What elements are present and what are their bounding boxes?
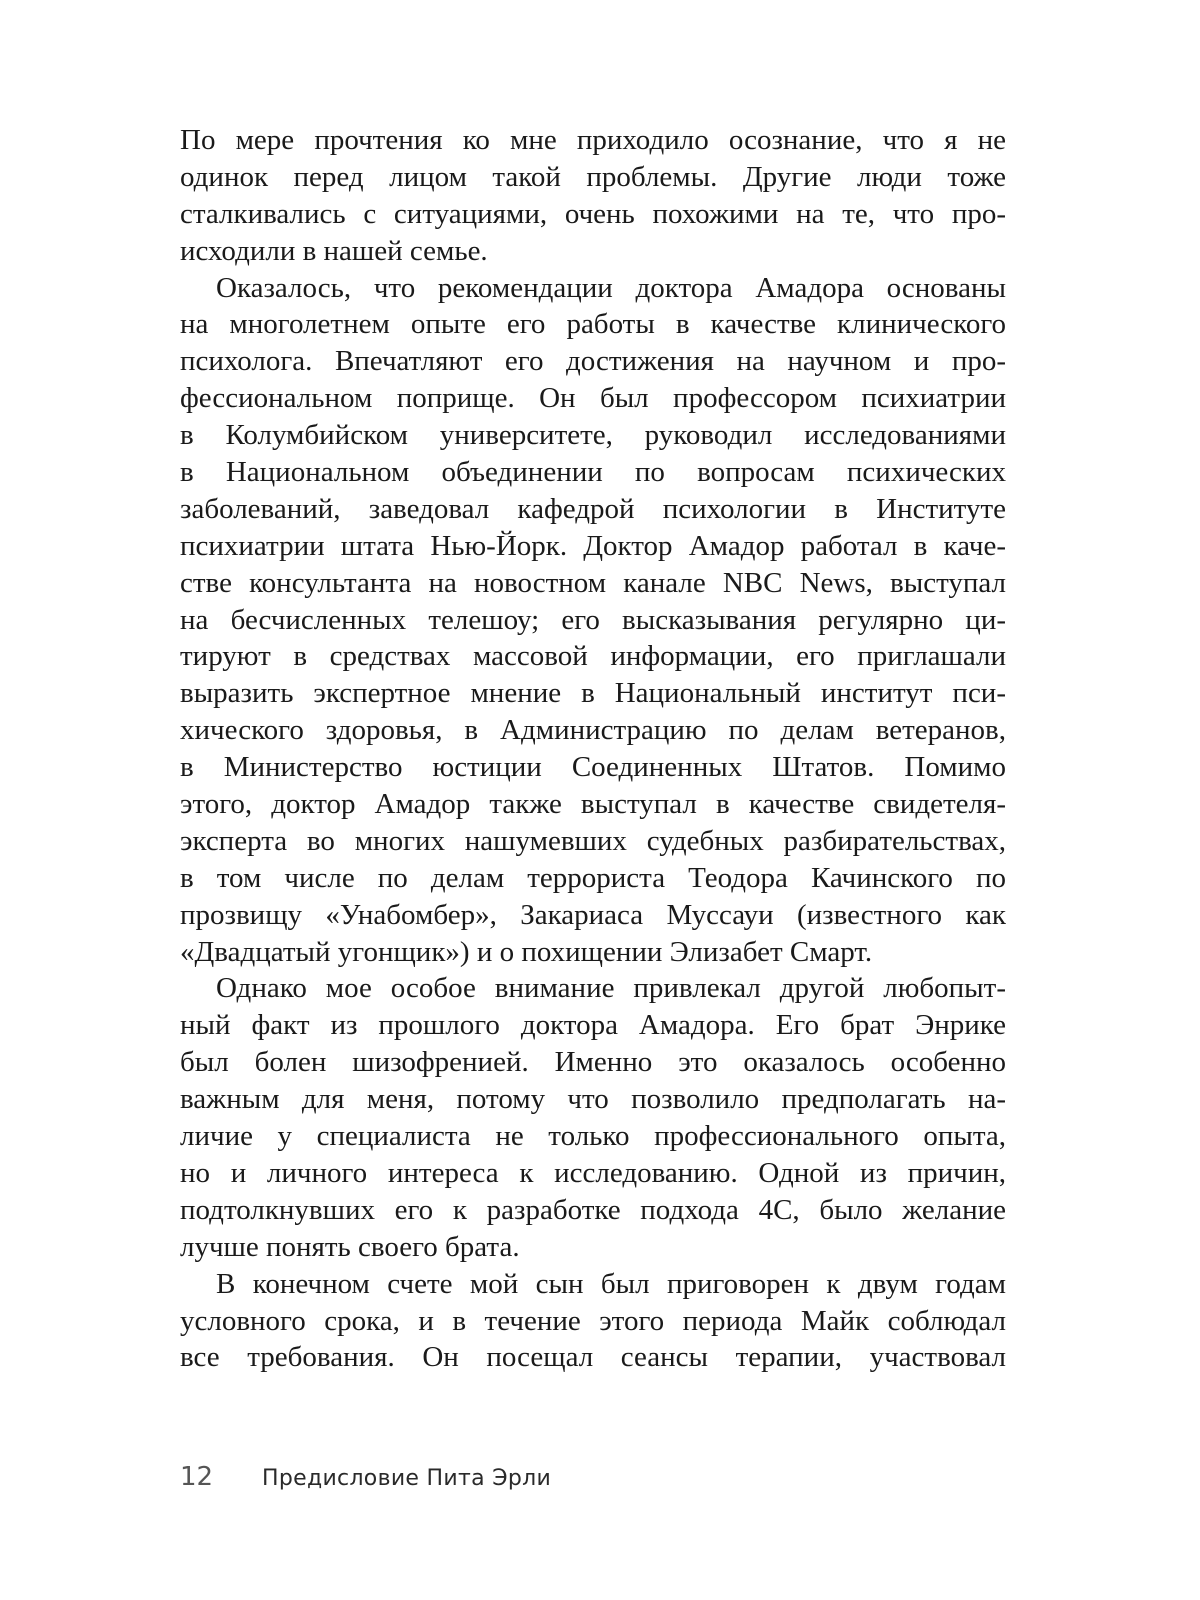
text-line: одинок перед лицом такой проблемы. Другие люди тоже [180, 160, 1006, 193]
page-number: 12 [180, 1462, 214, 1492]
text-line: сталкивались с ситуациями, очень похожими на те, что про- [180, 197, 1006, 230]
page-footer [180, 1462, 551, 1492]
text-line: тируют в средствах массовой информации, его приглашали [180, 640, 1006, 673]
text-line: в Министерство юстиции Соединенных Штатов. Помимо [180, 751, 1006, 784]
text-line: эксперта во многих нашумевших судебных разбирательствах, [180, 824, 1006, 857]
text-line: психиатрии штата Нью-Йорк. Доктор Амадор работал в каче- [180, 529, 1006, 562]
text-line: условного срока, и в течение этого периода Майк соблюдал [180, 1304, 1006, 1337]
body-text [180, 122, 1006, 1376]
text-line: на многолетнем опыте его работы в качестве клинического [180, 308, 1006, 341]
text-line: В конечном счете мой сын был приговорен к двум годам [216, 1267, 1006, 1300]
text-line: на бесчисленных телешоу; его высказывания регулярно ци- [180, 603, 1006, 636]
text-line: важным для меня, потому что позволило предполагать на- [180, 1083, 1006, 1116]
text-line: заболеваний, заведовал кафедрой психологии в Институте [180, 492, 1006, 525]
text-line: «Двадцатый угонщик») и о похищении Элизабет Смарт. [180, 935, 873, 968]
text-line: исходили в нашей семье. [180, 234, 488, 267]
text-line: прозвищу «Унабомбер», Закариаса Муссауи (известного как [180, 898, 1006, 931]
text-line: был болен шизофренией. Именно это оказалось особенно [180, 1046, 1006, 1079]
text-line: личие у специалиста не только профессионального опыта, [180, 1120, 1006, 1153]
text-line: стве консультанта на новостном канале NBC News, выступал [180, 566, 1006, 599]
text-line: психолога. Впечатляют его достижения на научном и про- [180, 345, 1006, 378]
text-line: в Национальном объединении по вопросам психических [180, 456, 1006, 489]
text-line: подтолкнувших его к разработке подхода 4С, было желание [180, 1193, 1006, 1226]
text-line: все требования. Он посещал сеансы терапии, участвовал [180, 1341, 1006, 1374]
text-line: Однако мое особое внимание привлекал другой любопыт- [216, 972, 1006, 1005]
text-line: По мере прочтения ко мне приходило осознание, что я не [180, 124, 1006, 156]
text-line: в том числе по делам террориста Теодора Качинского по [180, 861, 1006, 894]
text-line: выразить экспертное мнение в Национальный институт пси- [180, 677, 1006, 710]
text-line: ный факт из прошлого доктора Амадора. Его брат Энрике [180, 1009, 1006, 1042]
text-line: в Колумбийском университете, руководил исследованиями [180, 419, 1006, 452]
text-line: Оказалось, что рекомендации доктора Амадора основаны [216, 271, 1006, 304]
text-line: этого, доктор Амадор также выступал в качестве свидетеля- [180, 788, 1006, 821]
text-line: но и личного интереса к исследованию. Одной из причин, [180, 1156, 1006, 1189]
text-line: хического здоровья, в Администрацию по делам ветеранов, [180, 714, 1006, 747]
running-head: Предисловие Пита Эрли [262, 1466, 552, 1491]
text-line: фессиональном поприще. Он был профессором психиатрии [180, 382, 1006, 415]
text-line: лучше понять своего брата. [180, 1230, 520, 1263]
